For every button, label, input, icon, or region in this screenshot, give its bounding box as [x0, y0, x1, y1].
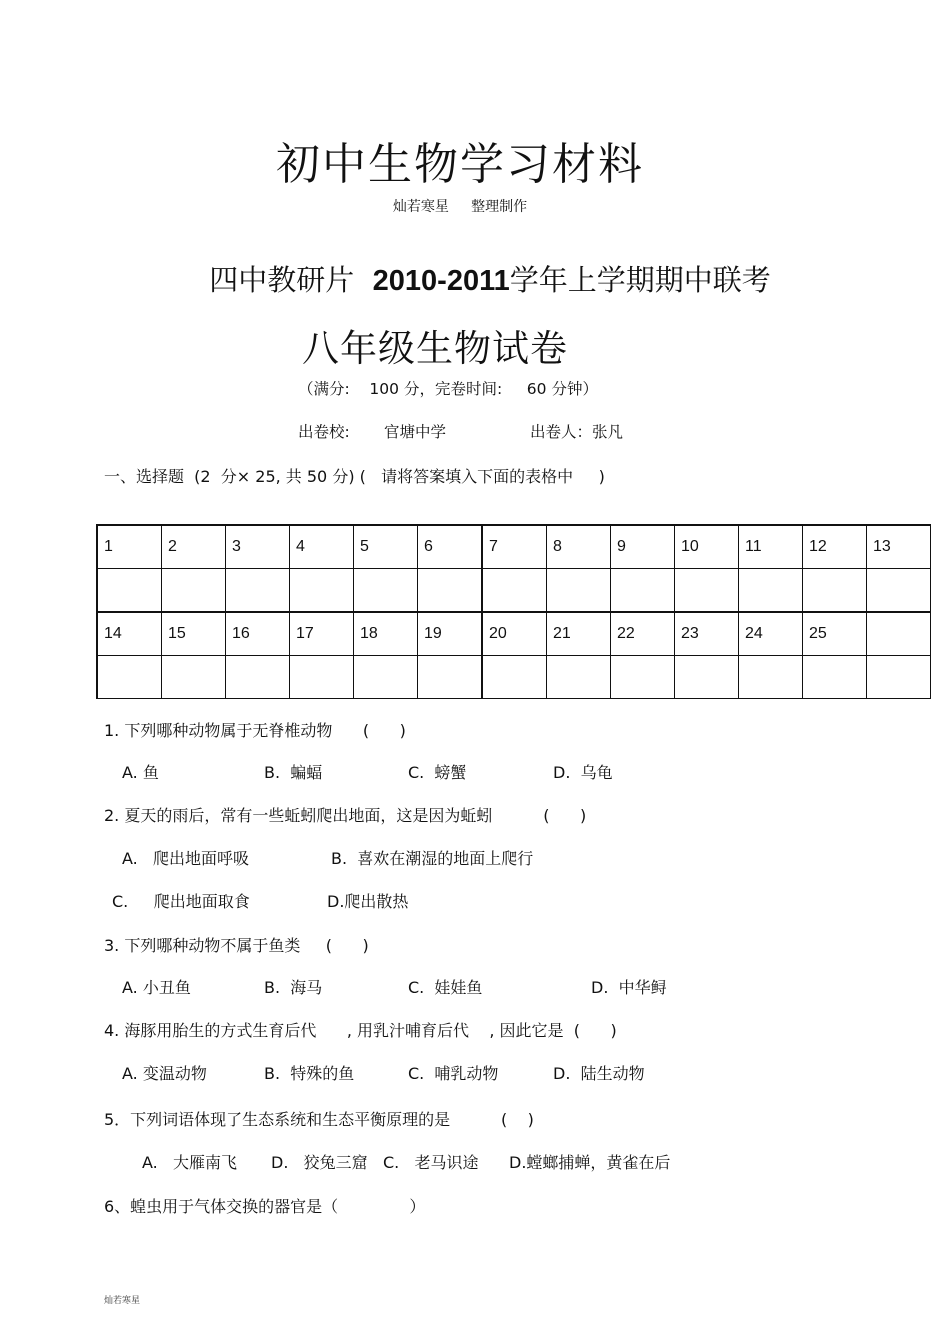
answer-blank-cell[interactable] [547, 656, 611, 699]
answer-number-cell: 25 [803, 612, 867, 656]
answer-number-cell: 8 [547, 525, 611, 569]
answer-blank-cell[interactable] [226, 656, 290, 699]
question-5-stem: 5．下列词语体现了生态系统和生态平衡原理的是 ( ) [104, 1110, 534, 1129]
answer-blank-cell[interactable] [803, 656, 867, 699]
answer-number-cell: 7 [482, 525, 547, 569]
question-1-stem: 1. 下列哪种动物属于无脊椎动物 ( ) [104, 721, 406, 740]
question-1-option-c: C. 螃蟹 [408, 763, 467, 782]
answer-blank-cell[interactable] [290, 569, 354, 613]
answer-blank-cell[interactable] [867, 569, 931, 613]
answer-blank-cell[interactable] [354, 569, 418, 613]
answer-blank-cell[interactable] [675, 569, 739, 613]
question-5-option-b: D. 狡兔三窟 [271, 1153, 368, 1172]
question-2-option-c: C. 爬出地面取食 [112, 892, 250, 911]
question-2-stem: 2. 夏天的雨后，常有一些蚯蚓爬出地面，这是因为蚯蚓 ( ) [104, 806, 587, 825]
answer-number-cell: 5 [354, 525, 418, 569]
answer-blank-cell[interactable] [418, 656, 483, 699]
answer-number-cell: 19 [418, 612, 483, 656]
answer-number-cell: 16 [226, 612, 290, 656]
question-1-option-a: A. 鱼 [122, 763, 159, 782]
question-1-option-d: D. 乌龟 [553, 763, 613, 782]
answer-number-cell: 18 [354, 612, 418, 656]
answer-blank-cell[interactable] [482, 656, 547, 699]
answer-number-cell: 12 [803, 525, 867, 569]
answer-number-cell: 13 [867, 525, 931, 569]
answer-number-cell [867, 612, 931, 656]
question-2-option-d: D.爬出散热 [327, 892, 409, 911]
answer-blank-cell[interactable] [739, 569, 803, 613]
question-4-stem: 4. 海豚用胎生的方式生育后代 , 用乳汁哺育后代 , 因此它是 ( ) [104, 1021, 617, 1040]
question-1-option-b: B. 蝙蝠 [264, 763, 323, 782]
answer-number-cell: 14 [97, 612, 162, 656]
answer-blank-cell[interactable] [675, 656, 739, 699]
question-5-option-d: D.螳螂捕蝉，黄雀在后 [509, 1153, 671, 1172]
exam-title-prefix: 四中教研片 [209, 263, 373, 297]
question-4-option-d: D. 陆生动物 [553, 1064, 645, 1083]
answer-blank-cell[interactable] [97, 656, 162, 699]
answer-number-cell: 22 [611, 612, 675, 656]
answer-blank-cell[interactable] [803, 569, 867, 613]
question-3-stem: 3. 下列哪种动物不属于鱼类 ( ) [104, 936, 369, 955]
answer-number-cell: 9 [611, 525, 675, 569]
answer-table-number-row [97, 525, 931, 569]
answer-blank-cell[interactable] [739, 656, 803, 699]
exam-title-suffix: 学年上学期期中联考 [509, 263, 771, 297]
exam-title [0, 258, 950, 299]
question-3-option-b: B. 海马 [264, 978, 323, 997]
answer-number-cell: 21 [547, 612, 611, 656]
answer-number-cell: 23 [675, 612, 739, 656]
question-5-option-c: C. 老马识途 [383, 1153, 479, 1172]
answer-table-number-row [97, 612, 931, 656]
answer-blank-cell[interactable] [482, 569, 547, 613]
exam-title-year: 2010-2011 [372, 265, 510, 297]
answer-table [96, 524, 931, 699]
question-2-option-a: A. 爬出地面呼吸 [122, 849, 250, 868]
answer-number-cell: 2 [162, 525, 226, 569]
question-3-option-a: A. 小丑鱼 [122, 978, 191, 997]
answer-number-cell: 15 [162, 612, 226, 656]
score-time-info: （满分: 100 分，完卷时间: 60 分钟） [298, 380, 598, 398]
answer-table-blank-row [97, 569, 931, 613]
section-heading: 一、选择题 (2 分× 25, 共 50 分) ( 请将答案填入下面的表格中 ) [104, 467, 605, 486]
page-footer: 灿若寒星 [104, 1296, 141, 1306]
answer-blank-cell[interactable] [162, 569, 226, 613]
answer-number-cell: 11 [739, 525, 803, 569]
question-6-stem: 6、蝗虫用于气体交换的器官是（ ） [104, 1197, 426, 1216]
answer-table-blank-row [97, 656, 931, 699]
answer-blank-cell[interactable] [611, 656, 675, 699]
answer-blank-cell[interactable] [418, 569, 483, 613]
answer-number-cell: 6 [418, 525, 483, 569]
answer-number-cell: 1 [97, 525, 162, 569]
school-name: 官塘中学 [384, 423, 447, 441]
answer-blank-cell[interactable] [290, 656, 354, 699]
answer-number-cell: 24 [739, 612, 803, 656]
answer-blank-cell[interactable] [162, 656, 226, 699]
answer-blank-cell[interactable] [354, 656, 418, 699]
answer-number-cell: 4 [290, 525, 354, 569]
sub-title: 八年级生物试卷 [302, 327, 568, 370]
author-label: 出卷人：张凡 [530, 423, 624, 441]
question-3-option-d: D. 中华鲟 [591, 978, 667, 997]
question-2-option-b: B. 喜欢在潮湿的地面上爬行 [331, 849, 534, 868]
school-label: 出卷校: [298, 423, 350, 441]
question-3-option-c: C. 娃娃鱼 [408, 978, 483, 997]
answer-blank-cell[interactable] [611, 569, 675, 613]
question-4-option-b: B. 特殊的鱼 [264, 1064, 355, 1083]
question-4-option-a: A. 变温动物 [122, 1064, 207, 1083]
answer-blank-cell[interactable] [226, 569, 290, 613]
question-5-option-a: A. 大雁南飞 [142, 1153, 238, 1172]
compiler-line: 灿若寒星 整理制作 [392, 199, 528, 215]
answer-number-cell: 17 [290, 612, 354, 656]
answer-blank-cell[interactable] [97, 569, 162, 613]
answer-number-cell: 3 [226, 525, 290, 569]
main-title: 初中生物学习材料 [276, 139, 644, 190]
answer-blank-cell[interactable] [547, 569, 611, 613]
question-4-option-c: C. 哺乳动物 [408, 1064, 499, 1083]
answer-blank-cell[interactable] [867, 656, 931, 699]
answer-number-cell: 10 [675, 525, 739, 569]
answer-number-cell: 20 [482, 612, 547, 656]
